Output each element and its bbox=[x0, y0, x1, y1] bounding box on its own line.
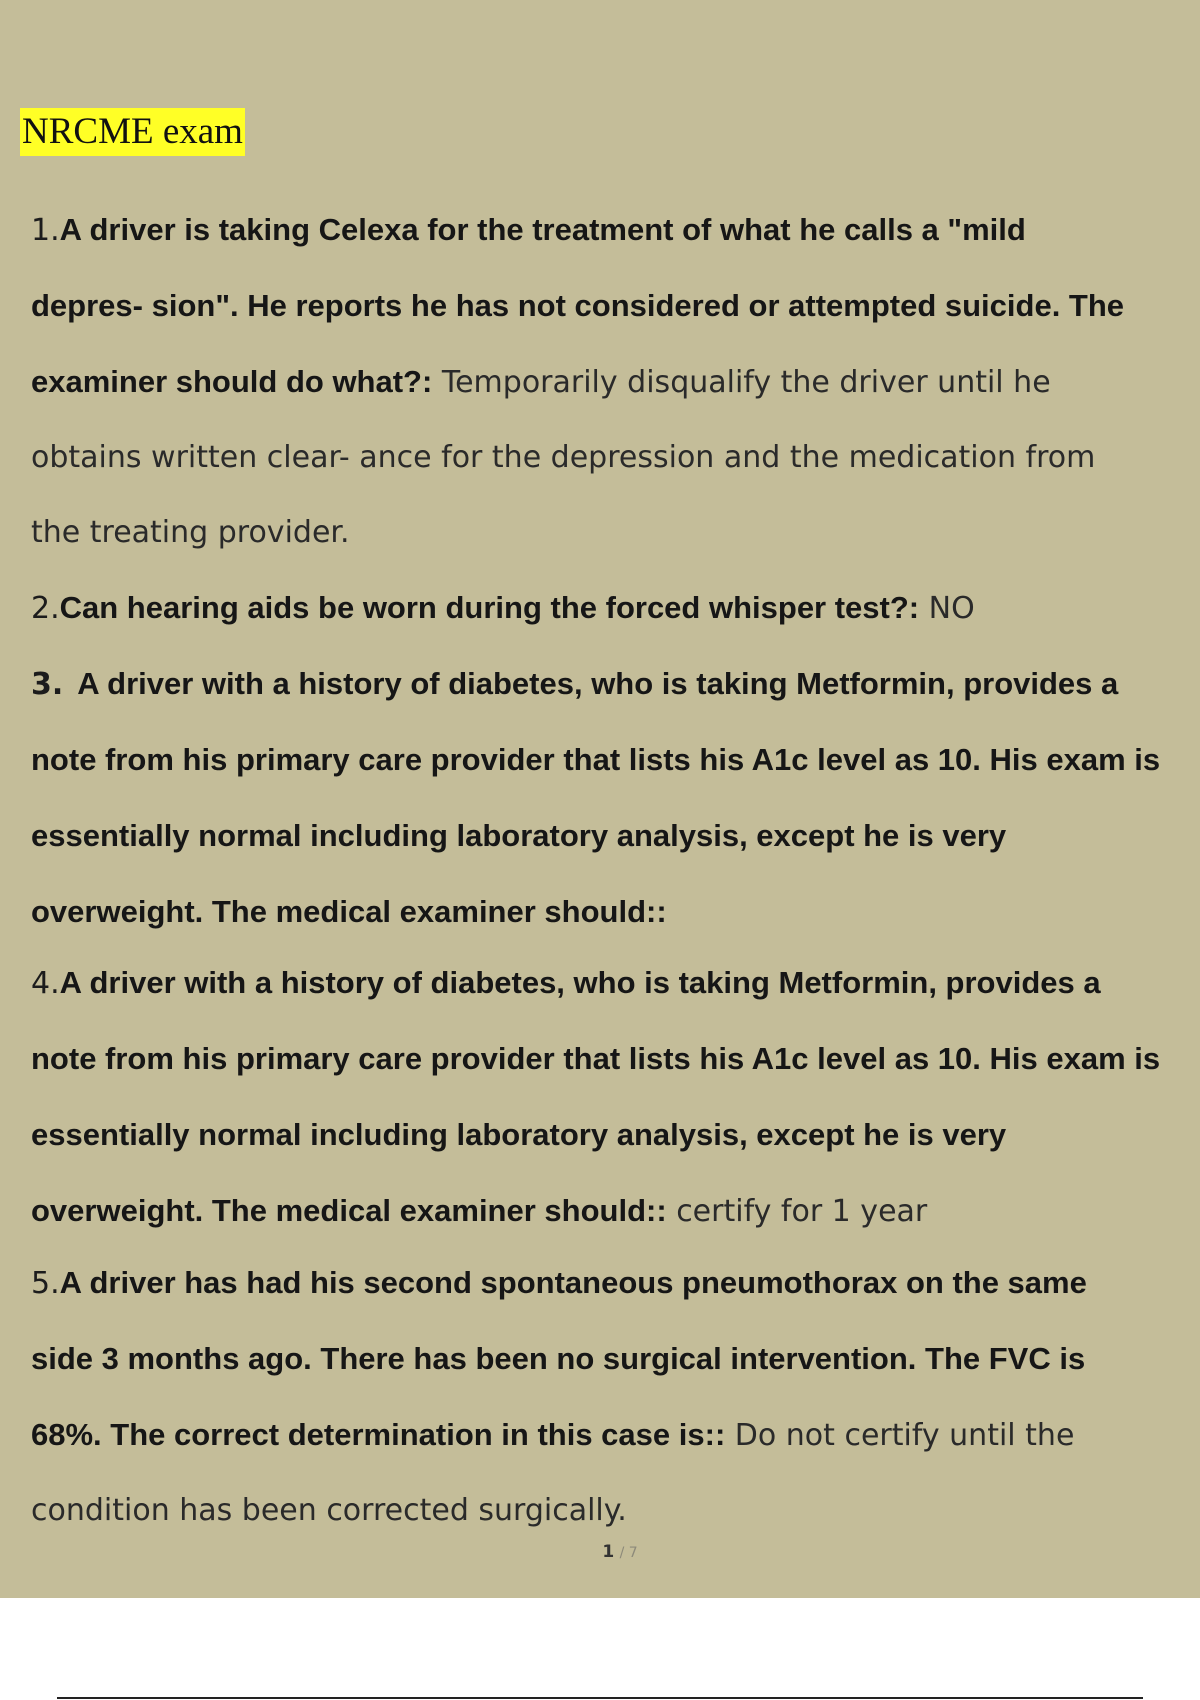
answer-text: the treating provider. bbox=[31, 515, 350, 550]
question-number: 2. bbox=[31, 591, 60, 626]
question-text: 68%. The correct determination in this case is:: bbox=[31, 1417, 726, 1452]
answer-text: obtains written clear- ance for the depression and the medication from bbox=[31, 440, 1096, 475]
question-text: side 3 months ago. There has been no surgical intervention. The FVC is bbox=[31, 1341, 1086, 1376]
page-indicator bbox=[0, 1542, 1200, 1562]
question-text: Can hearing aids be worn during the forced whisper test?: bbox=[59, 590, 920, 625]
question-item-1 bbox=[31, 192, 1200, 570]
question-text: A driver has had his second spontaneous pneumothorax on the same bbox=[59, 1265, 1087, 1300]
question-number: 1. bbox=[31, 213, 60, 248]
answer-text: NO bbox=[919, 591, 975, 626]
page-total: / 7 bbox=[619, 1545, 638, 1561]
question-text: note from his primary care provider that lists his A1c level as 10. His exam is bbox=[31, 742, 1161, 777]
question-number: 4. bbox=[31, 966, 60, 1001]
answer-text: Do not certify until the bbox=[725, 1418, 1075, 1453]
question-text: overweight. The medical examiner should:: bbox=[31, 894, 667, 929]
question-number: 3. bbox=[31, 667, 64, 702]
question-text: A driver with a history of diabetes, who is taking Metformin, provides a bbox=[59, 965, 1101, 1000]
page-current: 1 bbox=[602, 1542, 615, 1562]
question-text: note from his primary care provider that lists his A1c level as 10. His exam is bbox=[31, 1041, 1161, 1076]
answer-text: Temporarily disqualify the driver until he bbox=[432, 365, 1051, 400]
question-text: examiner should do what?: bbox=[31, 364, 433, 399]
page-divider bbox=[57, 1697, 1143, 1699]
question-item-5 bbox=[31, 1245, 1200, 1548]
answer-text: condition has been corrected surgically. bbox=[31, 1493, 627, 1528]
answer-text: certify for 1 year bbox=[666, 1194, 928, 1229]
question-number: 5. bbox=[31, 1266, 60, 1301]
question-text: essentially normal including laboratory analysis, except he is very bbox=[31, 818, 1007, 853]
question-text: A driver with a history of diabetes, who is taking Metformin, provides a bbox=[77, 666, 1119, 701]
question-text: A driver is taking Celexa for the treatment of what he calls a "mild bbox=[59, 212, 1026, 247]
question-item-2 bbox=[31, 570, 1200, 646]
question-text: essentially normal including laboratory analysis, except he is very bbox=[31, 1117, 1007, 1152]
document-title: NRCME exam bbox=[20, 108, 245, 156]
question-item-3 bbox=[31, 646, 1200, 950]
question-item-4 bbox=[31, 945, 1200, 1249]
question-text: depres- sion". He reports he has not considered or attempted suicide. The bbox=[31, 288, 1125, 323]
question-text: overweight. The medical examiner should:: bbox=[31, 1193, 667, 1228]
